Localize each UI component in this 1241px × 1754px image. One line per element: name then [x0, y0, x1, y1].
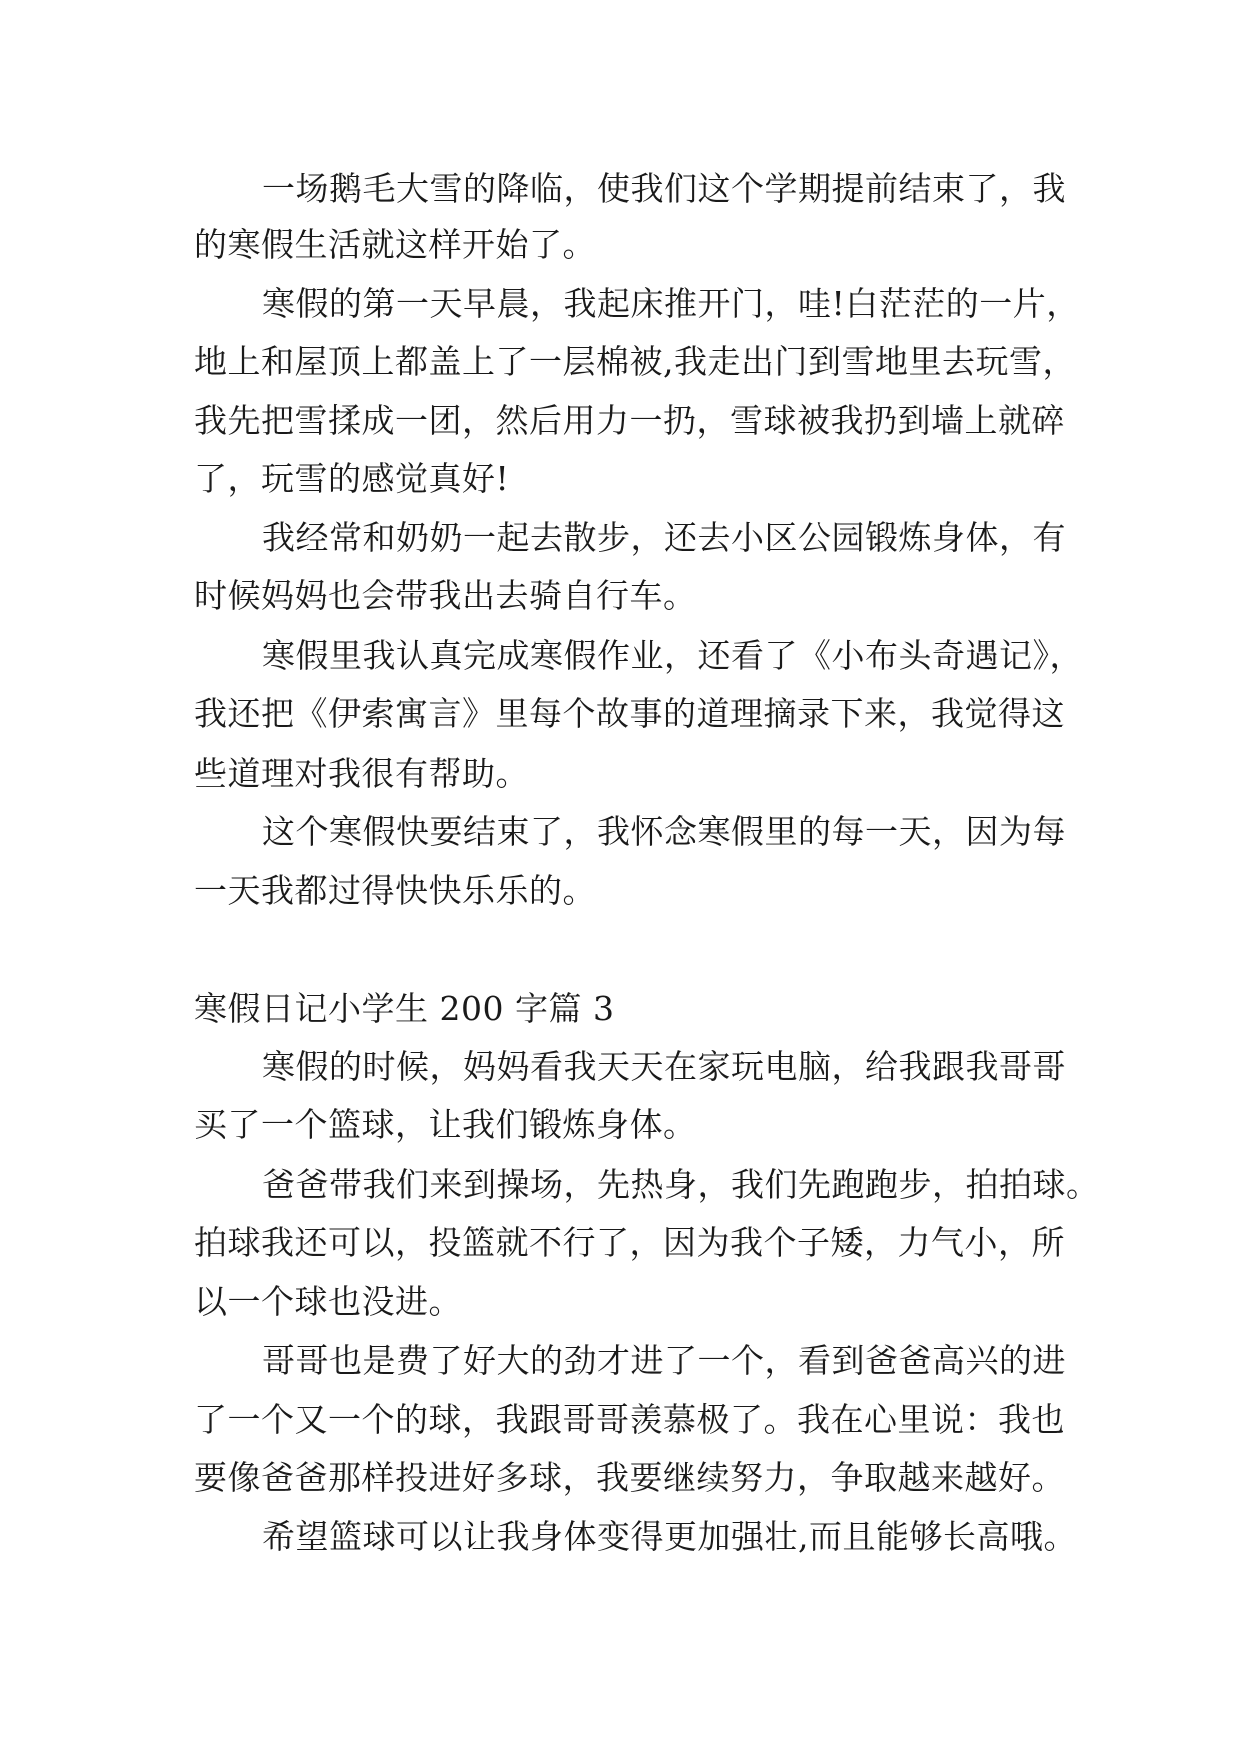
- text-line: 这个寒假快要结束了，我怀念寒假里的每一天，因为每: [262, 812, 1066, 851]
- text-line: 寒假的第一天早晨，我起床推开门，哇!白茫茫的一片，: [262, 284, 1080, 323]
- text-line: 一场鹅毛大雪的降临，使我们这个学期提前结束了，我: [262, 169, 1066, 208]
- text-line: 些道理对我很有帮助。: [194, 754, 529, 793]
- text-line: 爸爸带我们来到操场，先热身，我们先跑跑步，拍拍球。: [262, 1165, 1100, 1204]
- text-line: 寒假里我认真完成寒假作业，还看了《小布头奇遇记》，: [262, 636, 1083, 675]
- text-line: 我还把《伊索寓言》里每个故事的道理摘录下来，我觉得这: [194, 694, 1065, 733]
- text-line: 拍球我还可以，投篮就不行了，因为我个子矮，力气小，所: [194, 1223, 1065, 1262]
- text-line: 寒假的时候，妈妈看我天天在家玩电脑，给我跟我哥哥: [262, 1047, 1066, 1086]
- text-line: 地上和屋顶上都盖上了一层棉被,我走出门到雪地里去玩雪，: [194, 342, 1076, 381]
- text-line: 时候妈妈也会带我出去骑自行车。: [194, 576, 697, 615]
- text-line: 我先把雪揉成一团，然后用力一扔，雪球被我扔到墙上就碎: [194, 401, 1065, 440]
- text-line: 的寒假生活就这样开始了。: [194, 225, 596, 264]
- section-heading: 寒假日记小学生 200 字篇 3: [194, 989, 615, 1028]
- text-line: 了一个又一个的球，我跟哥哥羡慕极了。我在心里说：我也: [194, 1400, 1065, 1439]
- text-line: 以一个球也没进。: [194, 1282, 462, 1321]
- text-line: 买了一个篮球，让我们锻炼身体。: [194, 1105, 697, 1144]
- text-line: 了，玩雪的感觉真好!: [194, 459, 510, 498]
- text-line: 一天我都过得快快乐乐的。: [194, 871, 596, 910]
- text-line: 哥哥也是费了好大的劲才进了一个，看到爸爸高兴的进: [262, 1341, 1066, 1380]
- text-line: 希望篮球可以让我身体变得更加强壮,而且能够长高哦。: [262, 1517, 1077, 1556]
- text-line: 我经常和奶奶一起去散步，还去小区公园锻炼身体，有: [262, 518, 1066, 557]
- text-line: 要像爸爸那样投进好多球，我要继续努力，争取越来越好。: [194, 1458, 1065, 1497]
